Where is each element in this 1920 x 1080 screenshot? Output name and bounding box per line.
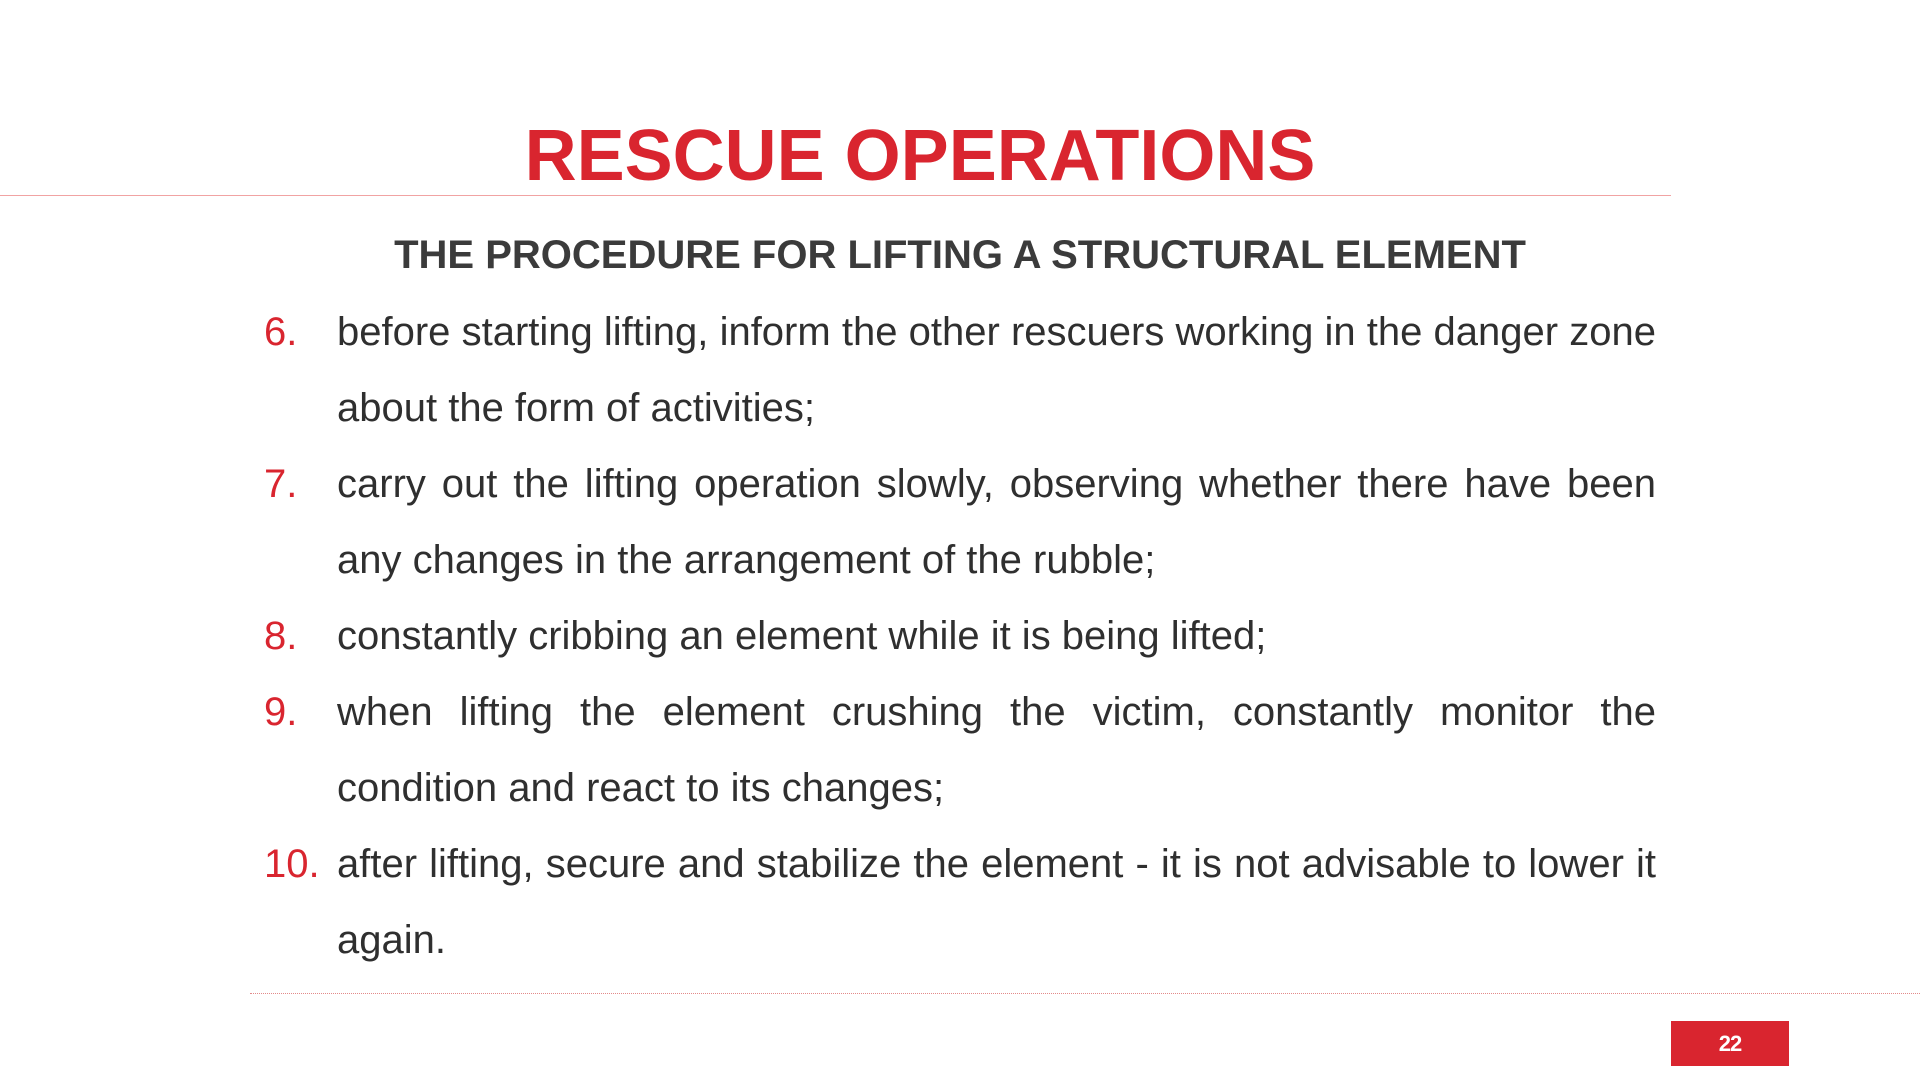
list-item <box>264 294 1656 446</box>
footer-divider <box>250 993 1920 994</box>
list-item-text: after lifting, secure and stabilize the element - it is not advisable to lower it again. <box>337 842 1656 962</box>
list-item-number: 9. <box>264 690 298 734</box>
list-item-number: 7. <box>264 462 298 506</box>
list-item-number: 10. <box>264 842 320 886</box>
list-item-text: carry out the lifting operation slowly, observing whether there have been any changes in the arrangement of the rubble; <box>337 462 1656 582</box>
slide-subtitle: THE PROCEDURE FOR LIFTING A STRUCTURAL ELEMENT <box>394 233 1526 277</box>
title-divider <box>0 195 1671 196</box>
list-item <box>264 598 1656 674</box>
list-item-text: constantly cribbing an element while it is being lifted; <box>337 614 1267 658</box>
list-item-number: 6. <box>264 310 298 354</box>
list-item <box>264 446 1656 598</box>
list-item-number: 8. <box>264 614 298 658</box>
list-item <box>264 674 1656 826</box>
procedure-list <box>264 294 1656 978</box>
list-item-text: before starting lifting, inform the other rescuers working in the danger zone about the form of activities; <box>337 310 1656 430</box>
list-item <box>264 826 1656 978</box>
list-item-text: when lifting the element crushing the victim, constantly monitor the condition and react to its changes; <box>337 690 1656 810</box>
slide-title: RESCUE OPERATIONS <box>524 116 1316 196</box>
page-number-badge: 22 <box>1671 1021 1789 1066</box>
